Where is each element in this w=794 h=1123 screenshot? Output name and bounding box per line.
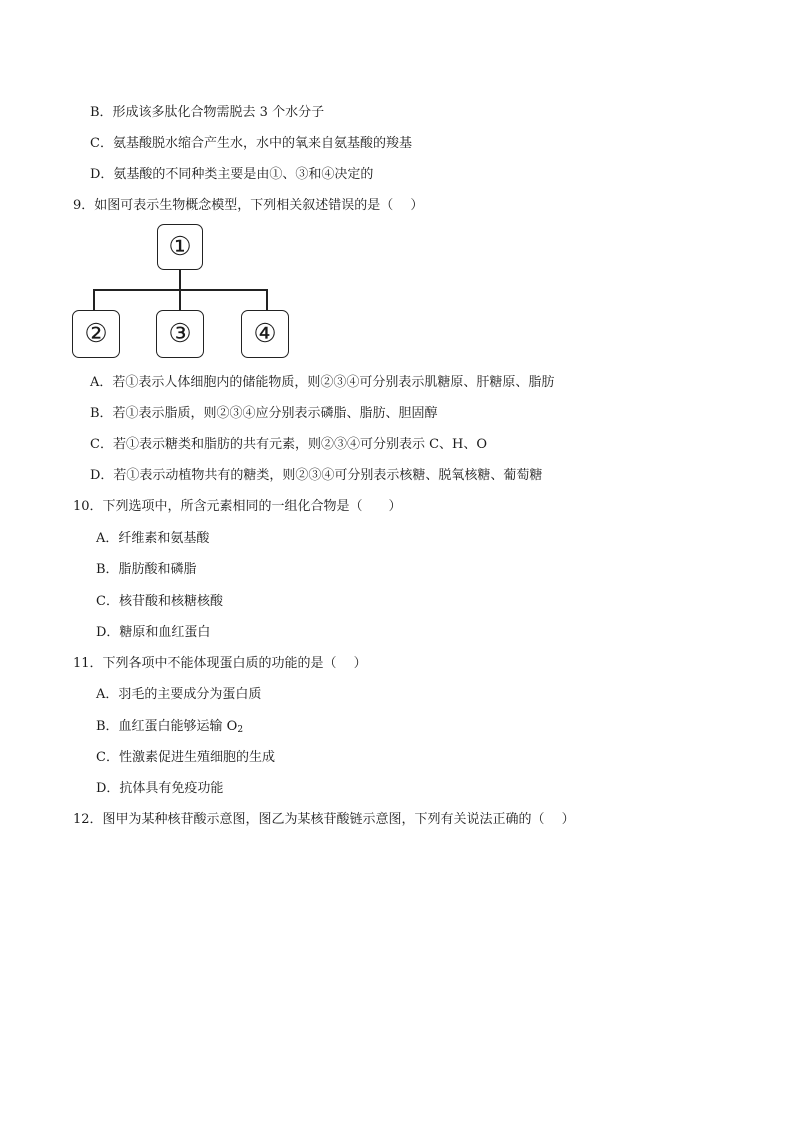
q12-stem: 12．图甲为某种核苷酸示意图，图乙为某核苷酸链示意图，下列有关说法正确的（ ） xyxy=(73,812,575,827)
diagram-connector-vertical xyxy=(179,270,181,289)
q10-option-a: A．纤维素和氨基酸 xyxy=(96,531,210,546)
q9-option-a: A．若①表示人体细胞内的储能物质，则②③④可分别表示肌糖原、肝糖原、脂肪 xyxy=(90,375,555,390)
q11-option-c: C．性激素促进生殖细胞的生成 xyxy=(96,750,275,765)
q11-option-a: A．羽毛的主要成分为蛋白质 xyxy=(96,687,262,702)
q11-option-b-text: B．血红蛋白能够运输 O xyxy=(96,719,238,734)
q9-option-d: D．若①表示动植物共有的糖类，则②③④可分别表示核糖、脱氧核糖、葡萄糖 xyxy=(90,468,543,483)
diagram-connector-middle xyxy=(179,289,181,310)
diagram-node-child-1: ② xyxy=(72,310,120,358)
q8-option-c: C．氨基酸脱水缩合产生水，水中的氧来自氨基酸的羧基 xyxy=(90,136,412,151)
q8-option-d: D．氨基酸的不同种类主要是由①、③和④决定的 xyxy=(90,167,374,182)
q8-option-b: B．形成该多肽化合物需脱去 3 个水分子 xyxy=(90,105,325,120)
concept-model-diagram xyxy=(70,224,294,364)
diagram-connector-left xyxy=(93,289,95,310)
q10-option-d: D．糖原和血红蛋白 xyxy=(96,625,211,640)
q10-option-c: C．核苷酸和核糖核酸 xyxy=(96,594,223,609)
diagram-node-child-3: ④ xyxy=(241,310,289,358)
q11-option-b xyxy=(96,718,243,739)
q11-stem: 11．下列各项中不能体现蛋白质的功能的是（ ） xyxy=(73,656,367,671)
q10-option-b: B．脂肪酸和磷脂 xyxy=(96,562,197,577)
diagram-node-child-2: ③ xyxy=(156,310,204,358)
diagram-connector-right xyxy=(266,289,268,310)
o2-subscript: 2 xyxy=(237,725,244,735)
q9-option-b: B．若①表示脂质，则②③④应分别表示磷脂、脂肪、胆固醇 xyxy=(90,406,438,421)
q10-stem: 10．下列选项中，所含元素相同的一组化合物是（ ） xyxy=(73,499,402,514)
q9-option-c: C．若①表示糖类和脂肪的共有元素，则②③④可分别表示 C、H、O xyxy=(90,437,488,452)
diagram-node-root: ① xyxy=(157,224,203,270)
q9-stem: 9．如图可表示生物概念模型，下列相关叙述错误的是（ ） xyxy=(73,198,424,213)
q11-option-d: D．抗体具有免疫功能 xyxy=(96,781,224,796)
